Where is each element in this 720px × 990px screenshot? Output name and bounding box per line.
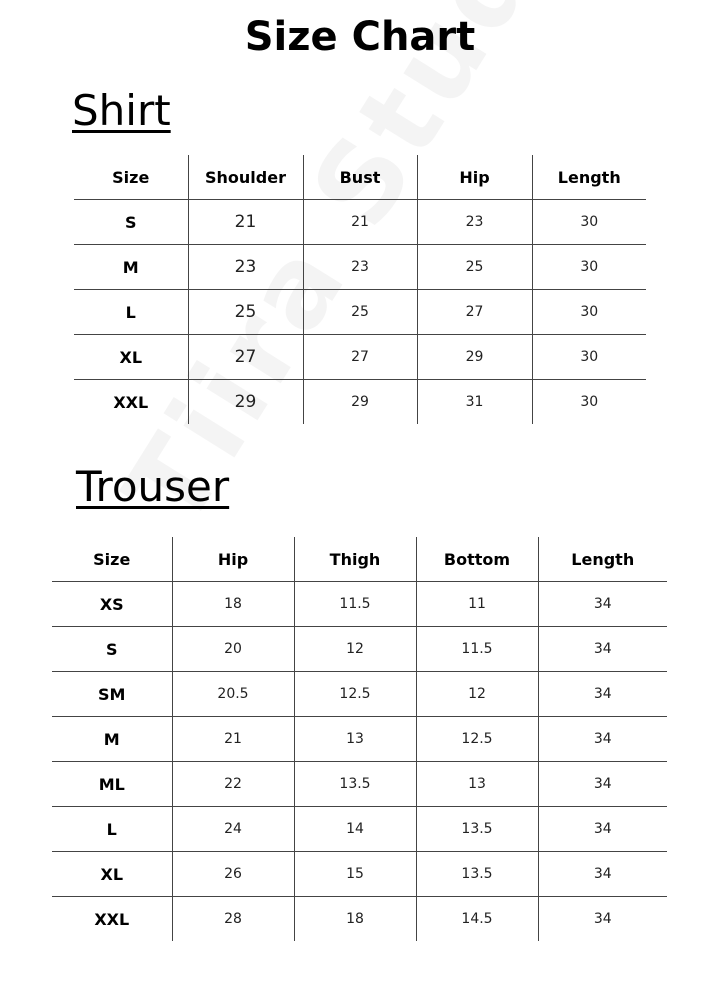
table-row [74,245,646,290]
table-row [74,380,646,425]
hip-cell: 29 [417,335,532,380]
size-cell: L [74,290,188,335]
bust-cell: 27 [303,335,417,380]
thigh-cell: 12 [294,627,416,672]
trouser-heading: Trouser [76,462,230,511]
length-cell: 34 [538,762,667,807]
trouser-size-table [52,537,667,941]
length-cell: 34 [538,852,667,897]
hip-cell: 20.5 [172,672,294,717]
bust-cell: 23 [303,245,417,290]
thigh-cell: 13 [294,717,416,762]
table-row [74,290,646,335]
column-header-size: Size [74,155,188,200]
bust-cell: 21 [303,200,417,245]
size-cell: XL [52,852,172,897]
hip-cell: 26 [172,852,294,897]
column-header-length: Length [532,155,646,200]
hip-cell: 27 [417,290,532,335]
bust-cell: 25 [303,290,417,335]
shoulder-cell: 29 [188,380,303,425]
table-row [52,627,667,672]
table-row [52,852,667,897]
size-cell: XXL [52,897,172,942]
table-row [52,807,667,852]
thigh-cell: 14 [294,807,416,852]
table-row [52,582,667,627]
length-cell: 30 [532,245,646,290]
bottom-cell: 13.5 [416,852,538,897]
hip-cell: 22 [172,762,294,807]
table-row [74,200,646,245]
thigh-cell: 12.5 [294,672,416,717]
bust-cell: 29 [303,380,417,425]
column-header-length: Length [538,537,667,582]
table-row [52,897,667,942]
table-header-row [52,537,667,582]
bottom-cell: 13 [416,762,538,807]
thigh-cell: 13.5 [294,762,416,807]
table-row [52,762,667,807]
bottom-cell: 12 [416,672,538,717]
thigh-cell: 11.5 [294,582,416,627]
table-header-row [74,155,646,200]
bottom-cell: 12.5 [416,717,538,762]
shoulder-cell: 21 [188,200,303,245]
length-cell: 30 [532,380,646,425]
column-header-hip: Hip [417,155,532,200]
length-cell: 34 [538,897,667,942]
table-row [52,672,667,717]
size-cell: S [52,627,172,672]
size-cell: M [74,245,188,290]
column-header-bust: Bust [303,155,417,200]
hip-cell: 20 [172,627,294,672]
bottom-cell: 11 [416,582,538,627]
column-header-thigh: Thigh [294,537,416,582]
hip-cell: 25 [417,245,532,290]
length-cell: 30 [532,200,646,245]
length-cell: 34 [538,807,667,852]
hip-cell: 23 [417,200,532,245]
page-title: Size Chart [244,14,476,60]
shoulder-cell: 23 [188,245,303,290]
column-header-bottom: Bottom [416,537,538,582]
table-row [52,717,667,762]
hip-cell: 28 [172,897,294,942]
shirt-heading: Shirt [72,86,171,135]
shoulder-cell: 27 [188,335,303,380]
column-header-hip: Hip [172,537,294,582]
shirt-size-table [74,155,646,424]
shoulder-cell: 25 [188,290,303,335]
size-cell: ML [52,762,172,807]
bottom-cell: 13.5 [416,807,538,852]
column-header-shoulder: Shoulder [188,155,303,200]
bottom-cell: 14.5 [416,897,538,942]
length-cell: 30 [532,290,646,335]
size-cell: XS [52,582,172,627]
table-row [74,335,646,380]
thigh-cell: 15 [294,852,416,897]
length-cell: 34 [538,627,667,672]
size-cell: L [52,807,172,852]
size-cell: XXL [74,380,188,425]
hip-cell: 18 [172,582,294,627]
size-cell: SM [52,672,172,717]
length-cell: 34 [538,672,667,717]
hip-cell: 21 [172,717,294,762]
size-cell: S [74,200,188,245]
length-cell: 34 [538,582,667,627]
bottom-cell: 11.5 [416,627,538,672]
length-cell: 30 [532,335,646,380]
size-cell: M [52,717,172,762]
length-cell: 34 [538,717,667,762]
hip-cell: 31 [417,380,532,425]
column-header-size: Size [52,537,172,582]
size-cell: XL [74,335,188,380]
thigh-cell: 18 [294,897,416,942]
hip-cell: 24 [172,807,294,852]
